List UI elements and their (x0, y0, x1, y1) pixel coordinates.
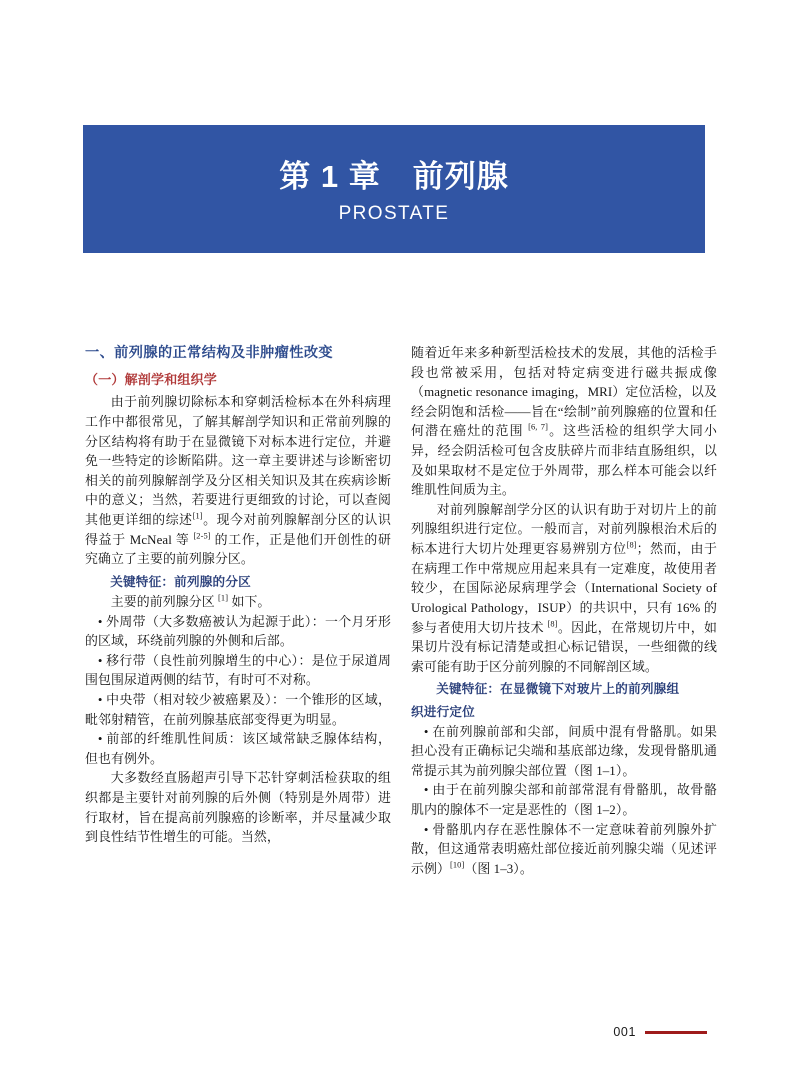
reference-marker: [1] (192, 511, 203, 521)
list-item: • 在前列腺前部和尖部，间质中混有骨骼肌。如果担心没有正确标记尖端和基底部边缘，发现骨骼肌通常提示其为前列腺尖部位置（图 1–1）。 (411, 724, 717, 778)
body-columns (85, 344, 717, 1014)
right-column (411, 344, 717, 1014)
chapter-banner (83, 125, 705, 253)
chapter-subtitle: PROSTATE (338, 202, 450, 224)
list-item: • 中央带（相对较少被癌累及）：一个锥形的区域，毗邻射精管，在前列腺基底部变得更为明显。 (85, 693, 391, 727)
paragraph-text-cont: 如下。 (228, 594, 271, 609)
paragraph-zonal-orientation (411, 501, 717, 677)
reference-marker: [1] (218, 593, 229, 603)
page-footer (613, 1025, 707, 1039)
reference-marker: [8] (547, 619, 558, 629)
reference-marker: [6, 7] (528, 423, 548, 433)
section-heading: 一、前列腺的正常结构及非肿瘤性改变 (85, 345, 333, 361)
paragraph-text: 主要的前列腺分区 (110, 594, 219, 609)
paragraph-text-cont2: 。因此，在常规切片中，如果切片没有标记清楚或担心标记错误，一些细微的线索可能有助于区分前列腺的不同解剖区域。 (411, 620, 717, 674)
paragraph-biopsy-techniques (411, 344, 717, 501)
key-feature-label-microscopic-cont: 织进行定位 (411, 704, 475, 719)
list-item-text-cont: （图 1–3）。 (464, 861, 533, 876)
reference-marker: [2-5] (193, 531, 211, 541)
paragraph-zones-lead (85, 593, 391, 613)
paragraph-text: 对前列腺解剖学分区的认识有助于对切片上的前列腺组织进行定位。一般而言，对前列腺根治术后的标本进行大切片处理更容易辨别方位 (411, 502, 717, 557)
subsection-heading: （一）解剖学和组织学 (85, 372, 218, 388)
paragraph-text-cont: 。现今对前列腺解剖分区的认识得益于 McNeal 等 (85, 513, 391, 547)
paragraph-text-cont: 。这些活检的组织学大同小异，经会阴活检可包含皮肤碎片而非结直肠组织，以及如果取材不是定位于外周带，那么样本可能会以纤维肌性间质为主。 (411, 424, 718, 498)
list-item-text: • 骨骼肌内存在恶性腺体不一定意味着前列腺外扩散，但这通常表明癌灶部位接近前列腺尖端（见述评示例） (411, 822, 717, 876)
list-item: • 由于在前列腺尖部和前部常混有骨骼肌，故骨骼肌内的腺体不一定是恶性的（图 1–2）。 (411, 783, 717, 818)
chapter-title: 第 1 章 前列腺 (279, 159, 509, 195)
list-item: • 外周带（大多数癌被认为起源于此）：一个月牙形的区域，环绕前列腺的外侧和后部。 (85, 614, 391, 649)
list-item (411, 821, 717, 880)
paragraph-text: 随着近年来多种新型活检技术的发展，其他的活检手段也常被采用，包括对特定病变进行磁共振成像（magnetic resonance imaging，MRI）定位活检，以及经会阴饱和活检——旨在“绘制”前列腺癌的位置和任何潜在癌灶的范围 (411, 346, 717, 439)
paragraph-anatomy-intro (85, 393, 391, 569)
paragraph-text-cont2: 的工作，正是他们开创性的研究确立了主要的前列腺分区。 (85, 532, 391, 567)
paragraph-text-cont: ；然而，由于在病理工作中常规应用起来具有一定难度，故使用者较少，在国际泌尿病理学会（International Society of Urological Pathology，ISUP）的共识中，只有 16% 的参与者使用大切片技术 (411, 542, 717, 635)
key-feature-label-microscopic: 关键特征：在显微镜下对玻片上的前列腺组 (436, 682, 680, 697)
reference-marker: [10] (449, 860, 465, 870)
reference-marker: [8] (626, 540, 637, 550)
key-feature-label-zones: 关键特征：前列腺的分区 (110, 574, 251, 589)
page-number: 001 (613, 1025, 636, 1039)
footer-rule (645, 1031, 707, 1034)
list-item: • 移行带（良性前列腺增生的中心）：是位于尿道周围包围尿道两侧的结节，有时可不对称。 (85, 653, 391, 688)
paragraph-biopsy-sampling: 大多数经直肠超声引导下芯针穿刺活检获取的组织都是主要针对前列腺的后外侧（特别是外周带）进行取材，旨在提高前列腺癌的诊断率，并尽量减少取到良性结节性增生的可能。当然， (85, 771, 391, 845)
list-item: • 前部的纤维肌性间质：该区域常缺乏腺体结构，但也有例外。 (85, 732, 391, 766)
paragraph-text: 由于前列腺切除标本和穿刺活检标本在外科病理工作中都很常见，了解其解剖学知识和正常前列腺的分区结构将有助于在显微镜下对标本进行定位，并避免一些特定的诊断陷阱。这一章主要讲述与诊断密切相关的前列腺解剖学及分区相关知识及其在疾病诊断中的意义；当然，若要进行更细致的讨论，可以查阅其他更详细的综述 (85, 395, 391, 528)
left-column (85, 344, 391, 1014)
